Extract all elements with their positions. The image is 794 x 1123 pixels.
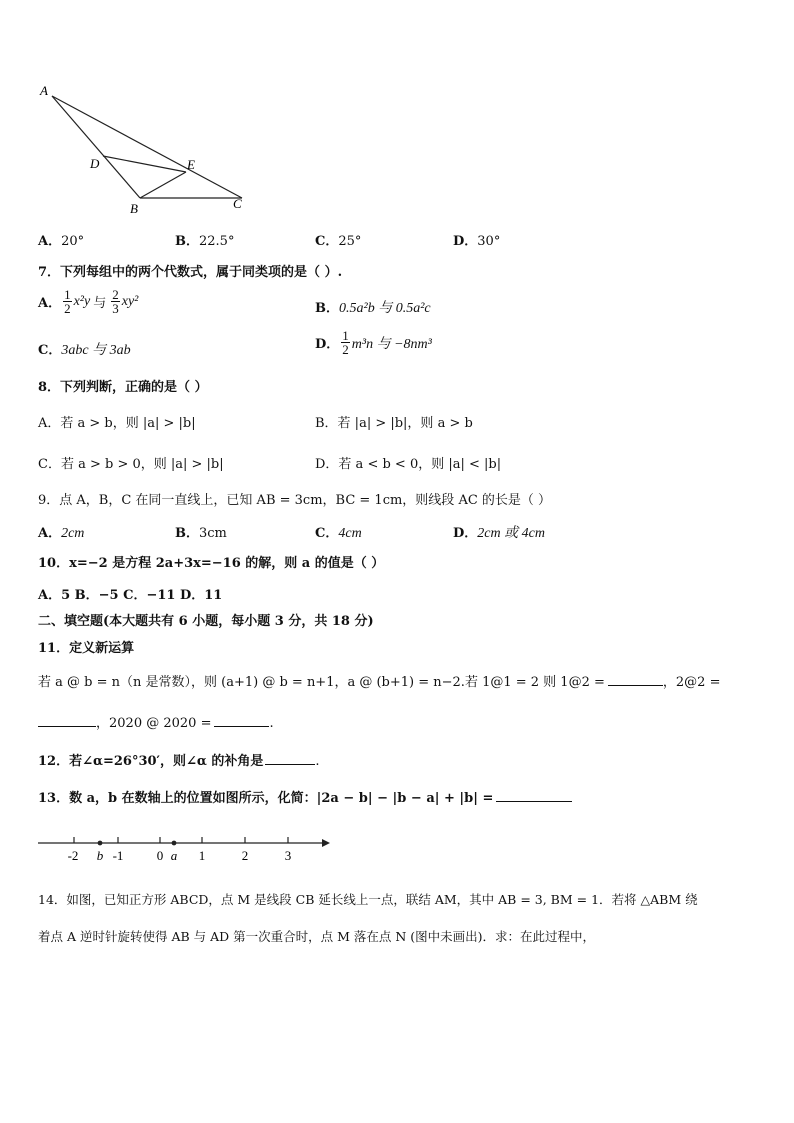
answer-blank[interactable] bbox=[38, 714, 96, 727]
q10-stem: 10．x=−2 是方程 2a+3x=−16 的解，则 a 的值是（ ） bbox=[38, 556, 385, 571]
q8-option-c[interactable]: C．若 a > b > 0，则 |a| > |b| bbox=[38, 457, 224, 472]
q8-option-a[interactable]: A．若 a > b，则 |a| > |b| bbox=[38, 416, 196, 431]
q9-option-d[interactable]: D．2cm 或 4cm bbox=[453, 526, 545, 541]
tick-label-a: a bbox=[170, 848, 178, 863]
q7-option-a[interactable]: A． $\frac{1}{2}$ x²y 与 $\frac{2}{3}$ xy² bbox=[38, 287, 139, 316]
answer-blank[interactable] bbox=[214, 714, 269, 727]
label-a: A bbox=[40, 83, 48, 98]
number-line bbox=[30, 832, 340, 866]
q6-option-b[interactable]: B．22.5° bbox=[175, 234, 235, 249]
answer-blank[interactable] bbox=[608, 673, 663, 686]
q12: 12．若∠α=26°30′，则∠α 的补角是 . bbox=[38, 754, 320, 769]
tick-label: 2 bbox=[241, 848, 249, 863]
tick-label-b: b bbox=[96, 848, 104, 863]
q11-line2: ，2020 @ 2020 = . bbox=[38, 712, 274, 731]
q8-stem: 8．下列判断，正确的是（ ） bbox=[38, 380, 208, 395]
q7-stem: 7．下列每组中的两个代数式，属于同类项的是（ ）. bbox=[38, 265, 343, 280]
q9-option-a[interactable]: A．2cm bbox=[38, 526, 85, 541]
label-d: D bbox=[90, 156, 100, 171]
q6-option-c[interactable]: C．25° bbox=[315, 234, 362, 249]
tick-label: 0 bbox=[156, 848, 164, 863]
q6-option-d[interactable]: D．30° bbox=[453, 234, 501, 249]
q11-stem: 11．定义新运算 bbox=[38, 641, 135, 656]
q7-option-b[interactable]: B．0.5a²b 与 0.5a²c bbox=[315, 301, 431, 316]
fraction: $\frac{2}{3}$ bbox=[112, 287, 119, 316]
tick-label: 1 bbox=[198, 848, 206, 863]
answer-blank[interactable] bbox=[265, 752, 315, 765]
q6-option-a[interactable]: A．20° bbox=[38, 234, 85, 249]
tick-label: -2 bbox=[67, 848, 79, 863]
q9-option-c[interactable]: C．4cm bbox=[315, 526, 362, 541]
q8-option-d[interactable]: D．若 a < b < 0，则 |a| < |b| bbox=[315, 457, 502, 472]
label-b: B bbox=[130, 201, 138, 216]
q14-line2: 着点 A 逆时针旋转使得 AB 与 AD 第一次重合时，点 M 落在点 N (图中未画出)．求：在此过程中， bbox=[38, 929, 596, 944]
fraction: $\frac{1}{2}$ bbox=[342, 328, 349, 357]
q9-stem: 9．点 A，B，C 在同一直线上，已知 AB = 3cm，BC = 1cm，则线段 AC 的长是（ ） bbox=[38, 493, 552, 508]
tick-label: -1 bbox=[112, 848, 124, 863]
q11-line1: 若 a @ b = n（n 是常数），则 (a+1) @ b = n+1，a @ (b+1) = n−2.若 1@1 = 2 则 1@2 = ，2@2 = bbox=[38, 675, 721, 690]
q8-option-b[interactable]: B．若 |a| > |b|，则 a > b bbox=[315, 416, 473, 431]
section-heading: 二、填空题(本大题共有 6 小题，每小题 3 分，共 18 分) bbox=[38, 614, 374, 629]
q13: 13．数 a，b 在数轴上的位置如图所示，化简：|2a − b| − |b − a| + |b| = bbox=[38, 787, 572, 806]
fraction: $\frac{1}{2}$ bbox=[64, 287, 71, 316]
q7-option-c[interactable]: C．3abc 与 3ab bbox=[38, 343, 131, 358]
answer-blank[interactable] bbox=[496, 789, 572, 802]
q10-options[interactable]: A．5 B．−5 C．−11 D．11 bbox=[38, 588, 223, 603]
q7-option-d[interactable]: D． $\frac{1}{2}$ m³n 与 −8nm³ bbox=[315, 328, 432, 357]
label-e: E bbox=[187, 157, 195, 172]
tick-label: 3 bbox=[284, 848, 292, 863]
triangle-figure bbox=[30, 78, 260, 220]
q14-line1: 14．如图，已知正方形 ABCD，点 M 是线段 CB 延长线上一点，联结 AM，其中 AB = 3, BM = 1．若将 △ABM 绕 bbox=[38, 892, 698, 907]
q9-option-b[interactable]: B．3cm bbox=[175, 526, 227, 541]
label-c: C bbox=[233, 196, 242, 211]
